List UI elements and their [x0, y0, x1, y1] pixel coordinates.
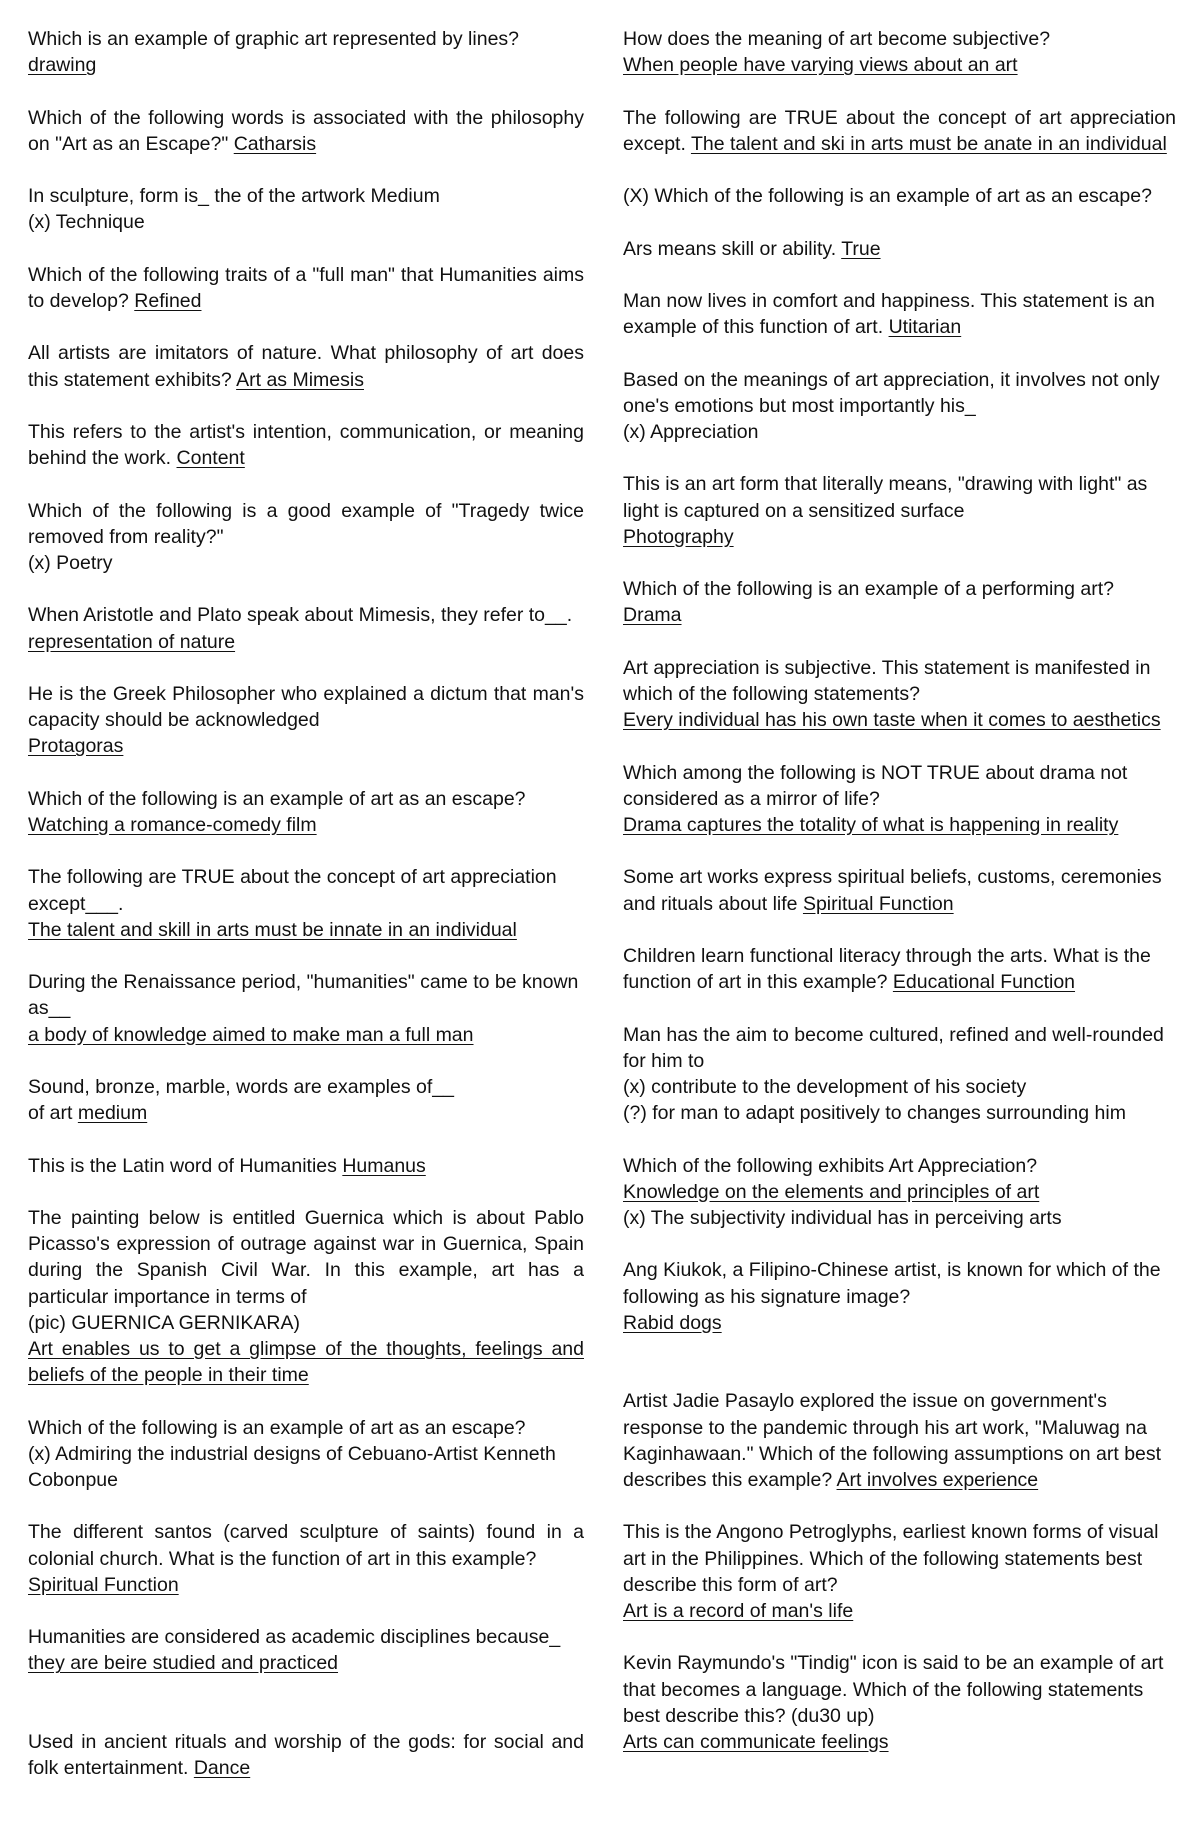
qa-item: [623, 655, 1176, 734]
qa-item: [623, 1153, 1176, 1232]
qa-item: [28, 262, 584, 314]
answer-text: Art enables us to get a glimpse of the thoughts, feelings and beliefs of the people in their time: [28, 1337, 584, 1387]
question-line: Ang Kiukok, a Filipino-Chinese artist, is known for which of the following as his signature image?: [623, 1259, 1161, 1308]
answer-text: Arts can communicate feelings: [623, 1730, 889, 1753]
question-line: He is the Greek Philosopher who explained a dictum that man's capacity should be acknowledged: [28, 682, 584, 732]
question-text: [623, 760, 1176, 839]
answer-text: Dance: [193, 1757, 251, 1780]
qa-item: [28, 1205, 584, 1388]
answer-text: a body of knowledge aimed to make man a full man: [28, 1023, 474, 1046]
qa-item: [623, 1650, 1176, 1755]
question-text: [623, 1022, 1176, 1127]
answer-text: Every individual has his own taste when it comes to aesthetics: [623, 709, 1161, 732]
question-text: [623, 236, 1176, 262]
question-line: Which of the following is an example of art as an escape?: [28, 787, 526, 810]
answer-text: When people have varying views about an art: [623, 54, 1018, 77]
answer-text: Rabid dogs: [623, 1311, 722, 1334]
question-line: How does the meaning of art become subjective?: [623, 28, 1051, 50]
answer-text: True: [841, 237, 881, 260]
qa-item: [28, 340, 584, 392]
question-line: Man now lives in comfort and happiness. This statement is an example of this function of art.: [623, 289, 1155, 339]
qa-item: [28, 105, 584, 157]
question-line: The different santos (carved sculpture of saints) found in a colonial church. What is the function of art in this example?: [28, 1521, 584, 1570]
question-line: This refers to the artist's intention, communication, or meaning behind the work.: [28, 420, 584, 470]
question-line: In sculpture, form is_ the of the artwork Medium: [28, 185, 440, 208]
question-line: All artists are imitators of nature. What philosophy of art does this statement exhibits?: [28, 342, 584, 391]
qa-item: [28, 786, 584, 838]
question-text: [623, 1257, 1176, 1336]
question-text: [28, 1153, 584, 1179]
question-text: [28, 26, 584, 78]
qa-item: [623, 236, 1176, 262]
qa-item: [623, 760, 1176, 839]
answer-text: Humanus: [342, 1154, 426, 1177]
question-line: Which of the following is an example of art as an escape?: [28, 1416, 526, 1439]
question-line: The following are TRUE about the concept of art appreciation except___.: [28, 866, 557, 915]
question-text: [623, 576, 1176, 628]
question-line: (?) for man to adapt positively to changes surrounding him: [623, 1102, 1126, 1125]
answer-text: representation of nature: [28, 630, 236, 653]
question-line: (x) Poetry: [28, 551, 113, 574]
qa-item: [28, 1624, 584, 1676]
answer-text: drawing: [28, 54, 97, 77]
question-text: [623, 288, 1176, 340]
answer-text: Spiritual Function: [28, 1573, 179, 1596]
question-line: Which of the following is an example of a performing art?: [623, 578, 1114, 601]
qa-item: [623, 471, 1176, 550]
question-line: Kevin Raymundo's "Tindig" icon is said to be an example of art that becomes a language. Which of the following statements best describe this? (du30 up): [623, 1652, 1164, 1727]
answer-text: Drama captures the totality of what is happening in reality: [623, 813, 1119, 836]
question-line: Ars means skill or ability.: [623, 237, 842, 260]
answer-text: The talent and ski in arts must be anate in an individual: [690, 132, 1167, 155]
question-text: [28, 786, 584, 838]
qa-item: [623, 183, 1176, 209]
answer-text: Catharsis: [233, 132, 317, 155]
answer-text: Protagoras: [28, 735, 124, 758]
answer-text: Knowledge on the elements and principles of art: [623, 1180, 1040, 1203]
qa-item: [28, 1074, 584, 1126]
question-line: Used in ancient rituals and worship of the gods: for social and folk entertainment.: [28, 1730, 584, 1780]
qa-item: [623, 288, 1176, 340]
question-text: [623, 26, 1176, 78]
question-text: [623, 655, 1176, 734]
question-text: [623, 1519, 1176, 1624]
qa-item: [623, 1519, 1176, 1624]
question-text: [28, 1074, 584, 1126]
question-line: (x) The subjectivity individual has in perceiving arts: [623, 1206, 1062, 1229]
question-text: [623, 1153, 1176, 1232]
question-line: This is the Angono Petroglyphs, earliest known forms of visual art in the Philippines. Which of the following statements best describe this form of art?: [623, 1521, 1159, 1596]
question-text: [28, 681, 584, 760]
question-text: [623, 367, 1176, 446]
question-text: [623, 183, 1176, 209]
qa-item: [623, 1257, 1176, 1336]
qa-item: [623, 576, 1176, 628]
qa-item: [623, 1022, 1176, 1127]
question-text: [28, 1519, 584, 1598]
question-text: [28, 1415, 584, 1494]
question-line: This is the Latin word of Humanities: [28, 1154, 343, 1177]
question-line: Based on the meanings of art appreciation, it involves not only one's emotions but most importantly his_: [623, 368, 1160, 417]
right-column: [623, 26, 1176, 1781]
qa-item: [28, 864, 584, 943]
question-text: [623, 1650, 1176, 1755]
qa-item: [28, 969, 584, 1048]
qa-item: [28, 183, 584, 235]
qa-item: [28, 26, 584, 78]
qa-item: [623, 1388, 1176, 1493]
question-text: [28, 1729, 584, 1781]
qa-item: [28, 1153, 584, 1179]
question-line: The painting below is entitled Guernica which is about Pablo Picasso's expression of outrage against war in Guernica, Spain during the Spanish Civil War. In this example, art has a particular importance in terms of: [28, 1206, 584, 1308]
question-line: Man has the aim to become cultured, refined and well-rounded for him to: [623, 1023, 1164, 1072]
answer-text: they are beire studied and practiced: [28, 1652, 339, 1675]
question-line: (x) Appreciation: [623, 420, 759, 443]
question-text: [28, 969, 584, 1048]
question-line: This is an art form that literally means, "drawing with light" as light is captured on a sensitized surface: [623, 473, 1148, 522]
qa-item: [623, 864, 1176, 916]
question-line: (x) contribute to the development of his society: [623, 1075, 1027, 1098]
answer-text: Watching a romance-comedy film: [28, 813, 317, 836]
question-line: Humanities are considered as academic disciplines because_: [28, 1626, 561, 1649]
question-text: [28, 105, 584, 157]
question-text: [28, 183, 584, 235]
answer-text: Art involves experience: [836, 1468, 1039, 1491]
blank-spacer: [623, 1362, 1176, 1388]
answer-text: medium: [77, 1102, 148, 1125]
question-text: [623, 105, 1176, 157]
question-line: Which is an example of graphic art represented by lines?: [28, 28, 520, 50]
answer-text: Refined: [134, 289, 202, 312]
question-line: Some art works express spiritual beliefs, customs, ceremonies and rituals about life: [623, 866, 1162, 915]
qa-item: [28, 1519, 584, 1598]
question-line: Which of the following traits of a "full man" that Humanities aims to develop?: [28, 263, 584, 312]
blank-spacer: [28, 1703, 584, 1729]
answer-text: Content: [176, 447, 245, 470]
left-column: [28, 26, 584, 1808]
qa-item: [623, 943, 1176, 995]
qa-item: [623, 26, 1176, 78]
answer-text: Art as Mimesis: [236, 368, 364, 391]
question-line: (x) Admiring the industrial designs of Cebuano-Artist Kenneth Cobonpue: [28, 1442, 556, 1491]
qa-item: [28, 681, 584, 760]
question-text: [623, 471, 1176, 550]
answer-text: Educational Function: [892, 971, 1076, 994]
question-line: (x) Technique: [28, 211, 145, 234]
question-line: (pic) GUERNICA GERNIKARA): [28, 1311, 300, 1334]
answer-text: Utitarian: [888, 316, 962, 339]
question-text: [28, 1624, 584, 1676]
qa-item: [28, 419, 584, 471]
answer-text: The talent and skill in arts must be innate in an individual: [28, 918, 517, 941]
qa-item: [623, 367, 1176, 446]
question-text: [28, 864, 584, 943]
question-line: When Aristotle and Plato speak about Mimesis, they refer to__.: [28, 604, 573, 627]
question-line: Which of the following exhibits Art Appreciation?: [623, 1154, 1038, 1177]
question-line: During the Renaissance period, "humanities" came to be known as__: [28, 971, 579, 1020]
question-text: [623, 1388, 1176, 1493]
qa-item: [28, 602, 584, 654]
question-line: (X) Which of the following is an example of art as an escape?: [623, 185, 1152, 208]
question-text: [28, 340, 584, 392]
question-line: Art appreciation is subjective. This statement is manifested in which of the following statements?: [623, 656, 1151, 705]
qa-item: [623, 105, 1176, 157]
question-text: [623, 864, 1176, 916]
question-text: [28, 419, 584, 471]
question-text: [623, 943, 1176, 995]
qa-item: [28, 1415, 584, 1494]
qa-item: [28, 498, 584, 577]
qa-item: [28, 1729, 584, 1781]
answer-text: Drama: [623, 604, 682, 627]
question-text: [28, 602, 584, 654]
question-line: Which of the following is a good example of "Tragedy twice removed from reality?": [28, 499, 584, 548]
question-line: Children learn functional literacy through the arts. What is the function of art in this example?: [623, 944, 1151, 994]
question-line: Which of the following words is associated with the philosophy on "Art as an Escape?": [28, 106, 584, 155]
answer-text: Photography: [623, 525, 734, 548]
answer-text: Art is a record of man's life: [623, 1599, 854, 1622]
question-text: [28, 262, 584, 314]
answer-text: Spiritual Function: [802, 892, 954, 915]
question-line: The following are TRUE about the concept of art appreciation except.: [623, 106, 1176, 155]
question-line: of art: [28, 1102, 78, 1125]
question-line: Artist Jadie Pasaylo explored the issue on government's response to the pandemic through his art work, "Maluwag na Kaginhawaan." Which of the following assumptions on art best describes this example?: [623, 1390, 1162, 1491]
question-text: [28, 498, 584, 577]
question-line: Sound, bronze, marble, words are examples of__: [28, 1075, 454, 1098]
question-text: [28, 1205, 584, 1388]
question-line: Which among the following is NOT TRUE about drama not considered as a mirror of life?: [623, 761, 1128, 810]
